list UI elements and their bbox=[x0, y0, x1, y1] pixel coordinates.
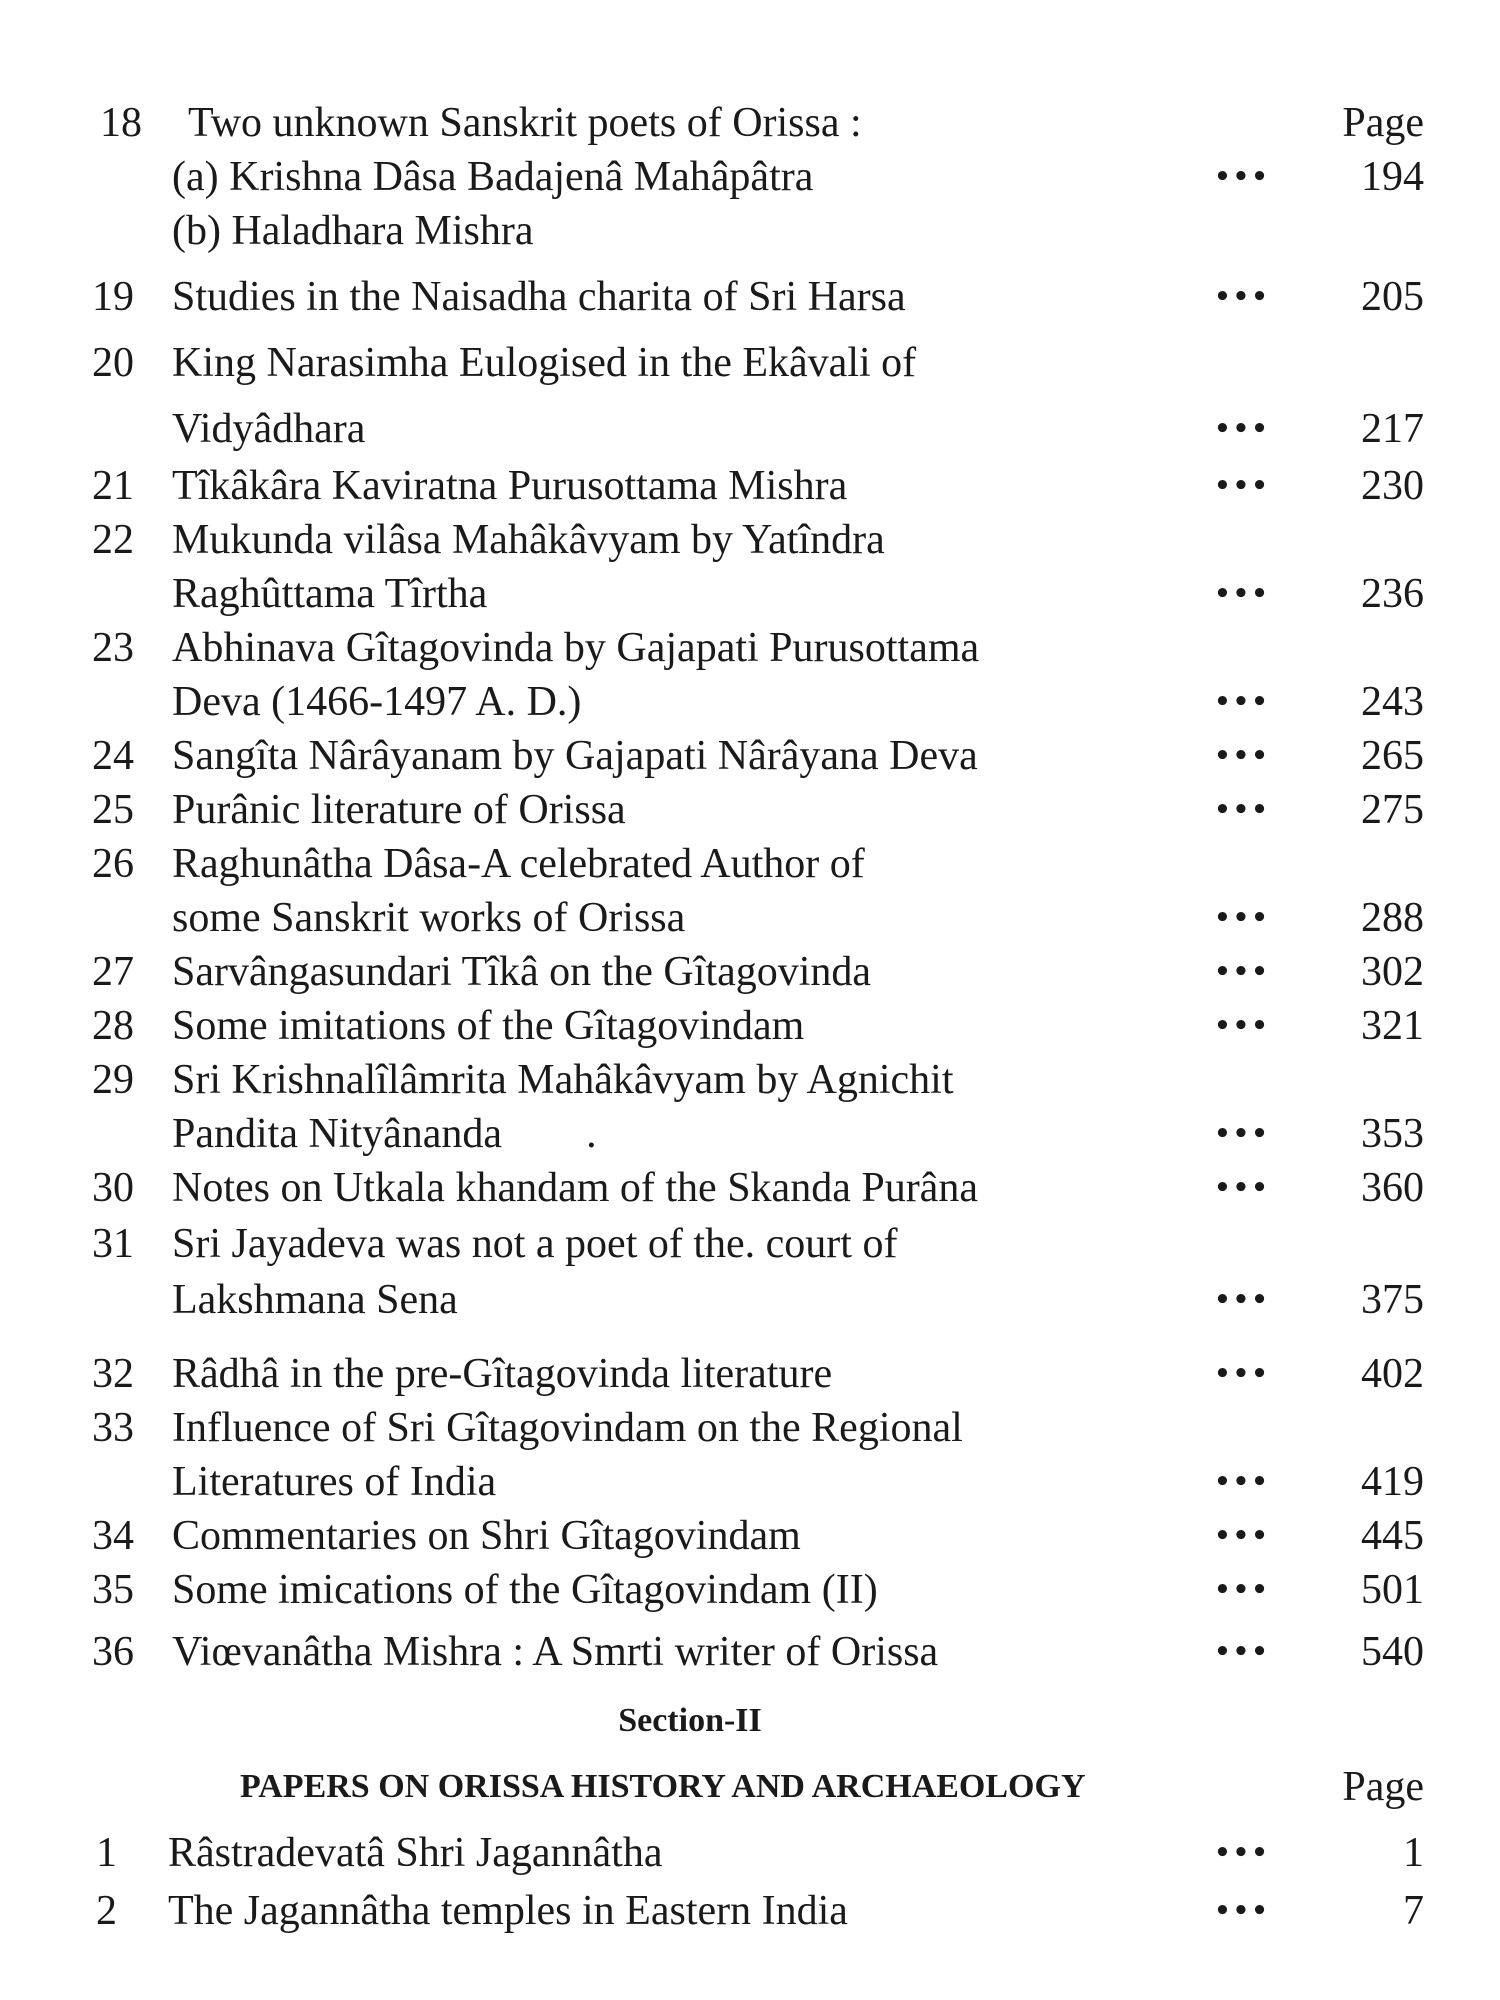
entry-title: Studies in the Naisadha charita of Sri Harsa bbox=[172, 274, 906, 320]
toc-entry-31 bbox=[0, 1219, 1500, 1269]
toc-entry-20-cont bbox=[0, 404, 1500, 454]
toc-entry-27 bbox=[0, 947, 1500, 997]
entry-page: 501 bbox=[1361, 1567, 1424, 1613]
entry-number: 29 bbox=[92, 1057, 134, 1103]
toc-entry-29 bbox=[0, 1055, 1500, 1105]
entry-number: 23 bbox=[92, 625, 134, 671]
entry-number: 26 bbox=[92, 841, 134, 887]
entry-number: 22 bbox=[92, 517, 134, 563]
entry-title: (a) Krishna Dâsa Badajenâ Mahâpâtra bbox=[172, 154, 814, 200]
entry-number: 30 bbox=[92, 1165, 134, 1211]
entry-title-cont: Vidyâdhara bbox=[172, 406, 366, 452]
entry-page: 353 bbox=[1361, 1111, 1424, 1157]
entry-title-cont: Lakshmana Sena bbox=[172, 1277, 458, 1323]
entry-title: Sri Krishnalîlâmrita Mahâkâvyam by Agnichit bbox=[172, 1057, 954, 1103]
entry-number: 36 bbox=[92, 1629, 134, 1675]
leader-dots: ••• bbox=[1214, 1467, 1270, 1497]
toc-entry-26-cont bbox=[0, 893, 1500, 943]
entry-title: Influence of Sri Gîtagovindam on the Regional bbox=[172, 1405, 963, 1451]
leader-dots: ••• bbox=[1214, 1838, 1270, 1868]
entry-title-cont: Raghûttama Tîrtha bbox=[172, 571, 488, 617]
toc-entry-20 bbox=[0, 338, 1500, 388]
toc-entry-22 bbox=[0, 515, 1500, 565]
entry-title-cont: Pandita Nityânanda . bbox=[172, 1111, 597, 1157]
toc-entry-26 bbox=[0, 839, 1500, 889]
entry-title: Viœvanâtha Mishra : A Smrti writer of Orissa bbox=[172, 1629, 939, 1675]
entry-page: 7 bbox=[1403, 1888, 1424, 1934]
entry-page: 419 bbox=[1361, 1459, 1424, 1505]
entry-title: Râdhâ in the pre-Gîtagovinda literature bbox=[172, 1351, 833, 1397]
leader-dots: ••• bbox=[1214, 1173, 1270, 1203]
entry-title: King Narasimha Eulogised in the Ekâvali of bbox=[172, 340, 917, 386]
section-heading-row bbox=[0, 1762, 1500, 1812]
toc-entry-28 bbox=[0, 1001, 1500, 1051]
section-entry-2 bbox=[0, 1886, 1500, 1936]
leader-dots: ••• bbox=[1214, 1011, 1270, 1041]
toc-entry-35 bbox=[0, 1565, 1500, 1615]
toc-entry-32 bbox=[0, 1349, 1500, 1399]
entry-title: Some imitations of the Gîtagovindam bbox=[172, 1003, 805, 1049]
entry-page: 194 bbox=[1361, 154, 1424, 200]
toc-entry-19 bbox=[0, 272, 1500, 322]
entry-page: 540 bbox=[1361, 1629, 1424, 1675]
entry-number: 19 bbox=[92, 274, 134, 320]
entry-title: Sri Jayadeva was not a poet of the. court of bbox=[172, 1221, 898, 1267]
leader-dots: ••• bbox=[1214, 1521, 1270, 1551]
entry-title-cont: Literatures of India bbox=[172, 1459, 497, 1505]
entry-title: Sarvângasundari Tîkâ on the Gîtagovinda bbox=[172, 949, 872, 995]
leader-dots: ••• bbox=[1214, 1359, 1270, 1389]
entry-page: 445 bbox=[1361, 1513, 1424, 1559]
entry-title: The Jagannâtha temples in Eastern India bbox=[168, 1888, 848, 1934]
toc-entry-22-cont bbox=[0, 569, 1500, 619]
entry-page: 275 bbox=[1361, 787, 1424, 833]
entry-page: 205 bbox=[1361, 274, 1424, 320]
entry-page: 243 bbox=[1361, 679, 1424, 725]
toc-entry-29-cont bbox=[0, 1109, 1500, 1159]
entry-page: 236 bbox=[1361, 571, 1424, 617]
toc-entry-30 bbox=[0, 1163, 1500, 1213]
entry-number: 24 bbox=[92, 733, 134, 779]
leader-dots: ••• bbox=[1214, 903, 1270, 933]
leader-dots: ••• bbox=[1214, 1896, 1270, 1926]
toc-entry-31-cont bbox=[0, 1275, 1500, 1325]
entry-number: 18 bbox=[100, 100, 142, 146]
entry-number: 27 bbox=[92, 949, 134, 995]
toc-entry-23-cont bbox=[0, 677, 1500, 727]
entry-number: 35 bbox=[92, 1567, 134, 1613]
toc-entry-18b bbox=[0, 206, 1500, 256]
toc-entry-33 bbox=[0, 1403, 1500, 1453]
entry-title: Purânic literature of Orissa bbox=[172, 787, 626, 833]
leader-dots: ••• bbox=[1214, 1637, 1270, 1667]
entry-number: 34 bbox=[92, 1513, 134, 1559]
entry-page: 321 bbox=[1361, 1003, 1424, 1049]
entry-number: 33 bbox=[92, 1405, 134, 1451]
toc-entry-36 bbox=[0, 1627, 1500, 1677]
toc-entry-33-cont bbox=[0, 1457, 1500, 1507]
entry-page: 265 bbox=[1361, 733, 1424, 779]
entry-title-cont: some Sanskrit works of Orissa bbox=[172, 895, 686, 941]
entry-page: 302 bbox=[1361, 949, 1424, 995]
page-column-label: Page bbox=[1342, 1764, 1424, 1810]
leader-dots: ••• bbox=[1214, 282, 1270, 312]
leader-dots: ••• bbox=[1214, 162, 1270, 192]
entry-page: 1 bbox=[1403, 1830, 1424, 1876]
leader-dots: ••• bbox=[1214, 1119, 1270, 1149]
leader-dots: ••• bbox=[1214, 579, 1270, 609]
entry-page: 217 bbox=[1361, 406, 1424, 452]
entry-number: 31 bbox=[92, 1221, 134, 1267]
leader-dots: ••• bbox=[1214, 471, 1270, 501]
entry-title: Tîkâkâra Kaviratna Purusottama Mishra bbox=[172, 463, 848, 509]
entry-title: Râstradevatâ Shri Jagannâtha bbox=[168, 1830, 663, 1876]
page-column-label: Page bbox=[1342, 100, 1424, 146]
toc-entry-21 bbox=[0, 461, 1500, 511]
entry-page: 360 bbox=[1361, 1165, 1424, 1211]
entry-title: Sangîta Nârâyanam by Gajapati Nârâyana Deva bbox=[172, 733, 978, 779]
leader-dots: ••• bbox=[1214, 1285, 1270, 1315]
toc-entry-24 bbox=[0, 731, 1500, 781]
entry-page: 375 bbox=[1361, 1277, 1424, 1323]
entry-number: 28 bbox=[92, 1003, 134, 1049]
leader-dots: ••• bbox=[1214, 741, 1270, 771]
entry-title: Raghunâtha Dâsa-A celebrated Author of bbox=[172, 841, 865, 887]
entry-number: 25 bbox=[92, 787, 134, 833]
entry-title: Mukunda vilâsa Mahâkâvyam by Yatîndra bbox=[172, 517, 885, 563]
entry-title: (b) Haladhara Mishra bbox=[172, 208, 534, 254]
entry-number: 1 bbox=[96, 1830, 117, 1876]
leader-dots: ••• bbox=[1214, 795, 1270, 825]
entry-number: 32 bbox=[92, 1351, 134, 1397]
leader-dots: ••• bbox=[1214, 1575, 1270, 1605]
entry-number: 20 bbox=[92, 340, 134, 386]
entry-page: 402 bbox=[1361, 1351, 1424, 1397]
leader-dots: ••• bbox=[1214, 957, 1270, 987]
entry-title: Some imications of the Gîtagovindam (II) bbox=[172, 1567, 878, 1613]
leader-dots: ••• bbox=[1214, 687, 1270, 717]
entry-title-cont: Deva (1466-1497 A. D.) bbox=[172, 679, 582, 725]
entry-title: Abhinava Gîtagovinda by Gajapati Purusottama bbox=[172, 625, 980, 671]
section-title: Section-II bbox=[618, 1702, 762, 1739]
toc-entry-23 bbox=[0, 623, 1500, 673]
leader-dots: ••• bbox=[1214, 414, 1270, 444]
toc-entry-18a bbox=[0, 152, 1500, 202]
section-heading: PAPERS ON ORISSA HISTORY AND ARCHAEOLOGY bbox=[240, 1768, 1086, 1805]
section-entry-1 bbox=[0, 1828, 1500, 1878]
entry-title: Notes on Utkala khandam of the Skanda Purâna bbox=[172, 1165, 978, 1211]
entry-number: 21 bbox=[92, 463, 134, 509]
toc-entry-18 bbox=[0, 98, 1500, 148]
toc-entry-34 bbox=[0, 1511, 1500, 1561]
entry-title: Two unknown Sanskrit poets of Orissa : bbox=[188, 100, 862, 146]
entry-page: 230 bbox=[1361, 463, 1424, 509]
toc-entry-25 bbox=[0, 785, 1500, 835]
entry-title: Commentaries on Shri Gîtagovindam bbox=[172, 1513, 801, 1559]
entry-number: 2 bbox=[96, 1888, 117, 1934]
entry-page: 288 bbox=[1361, 895, 1424, 941]
